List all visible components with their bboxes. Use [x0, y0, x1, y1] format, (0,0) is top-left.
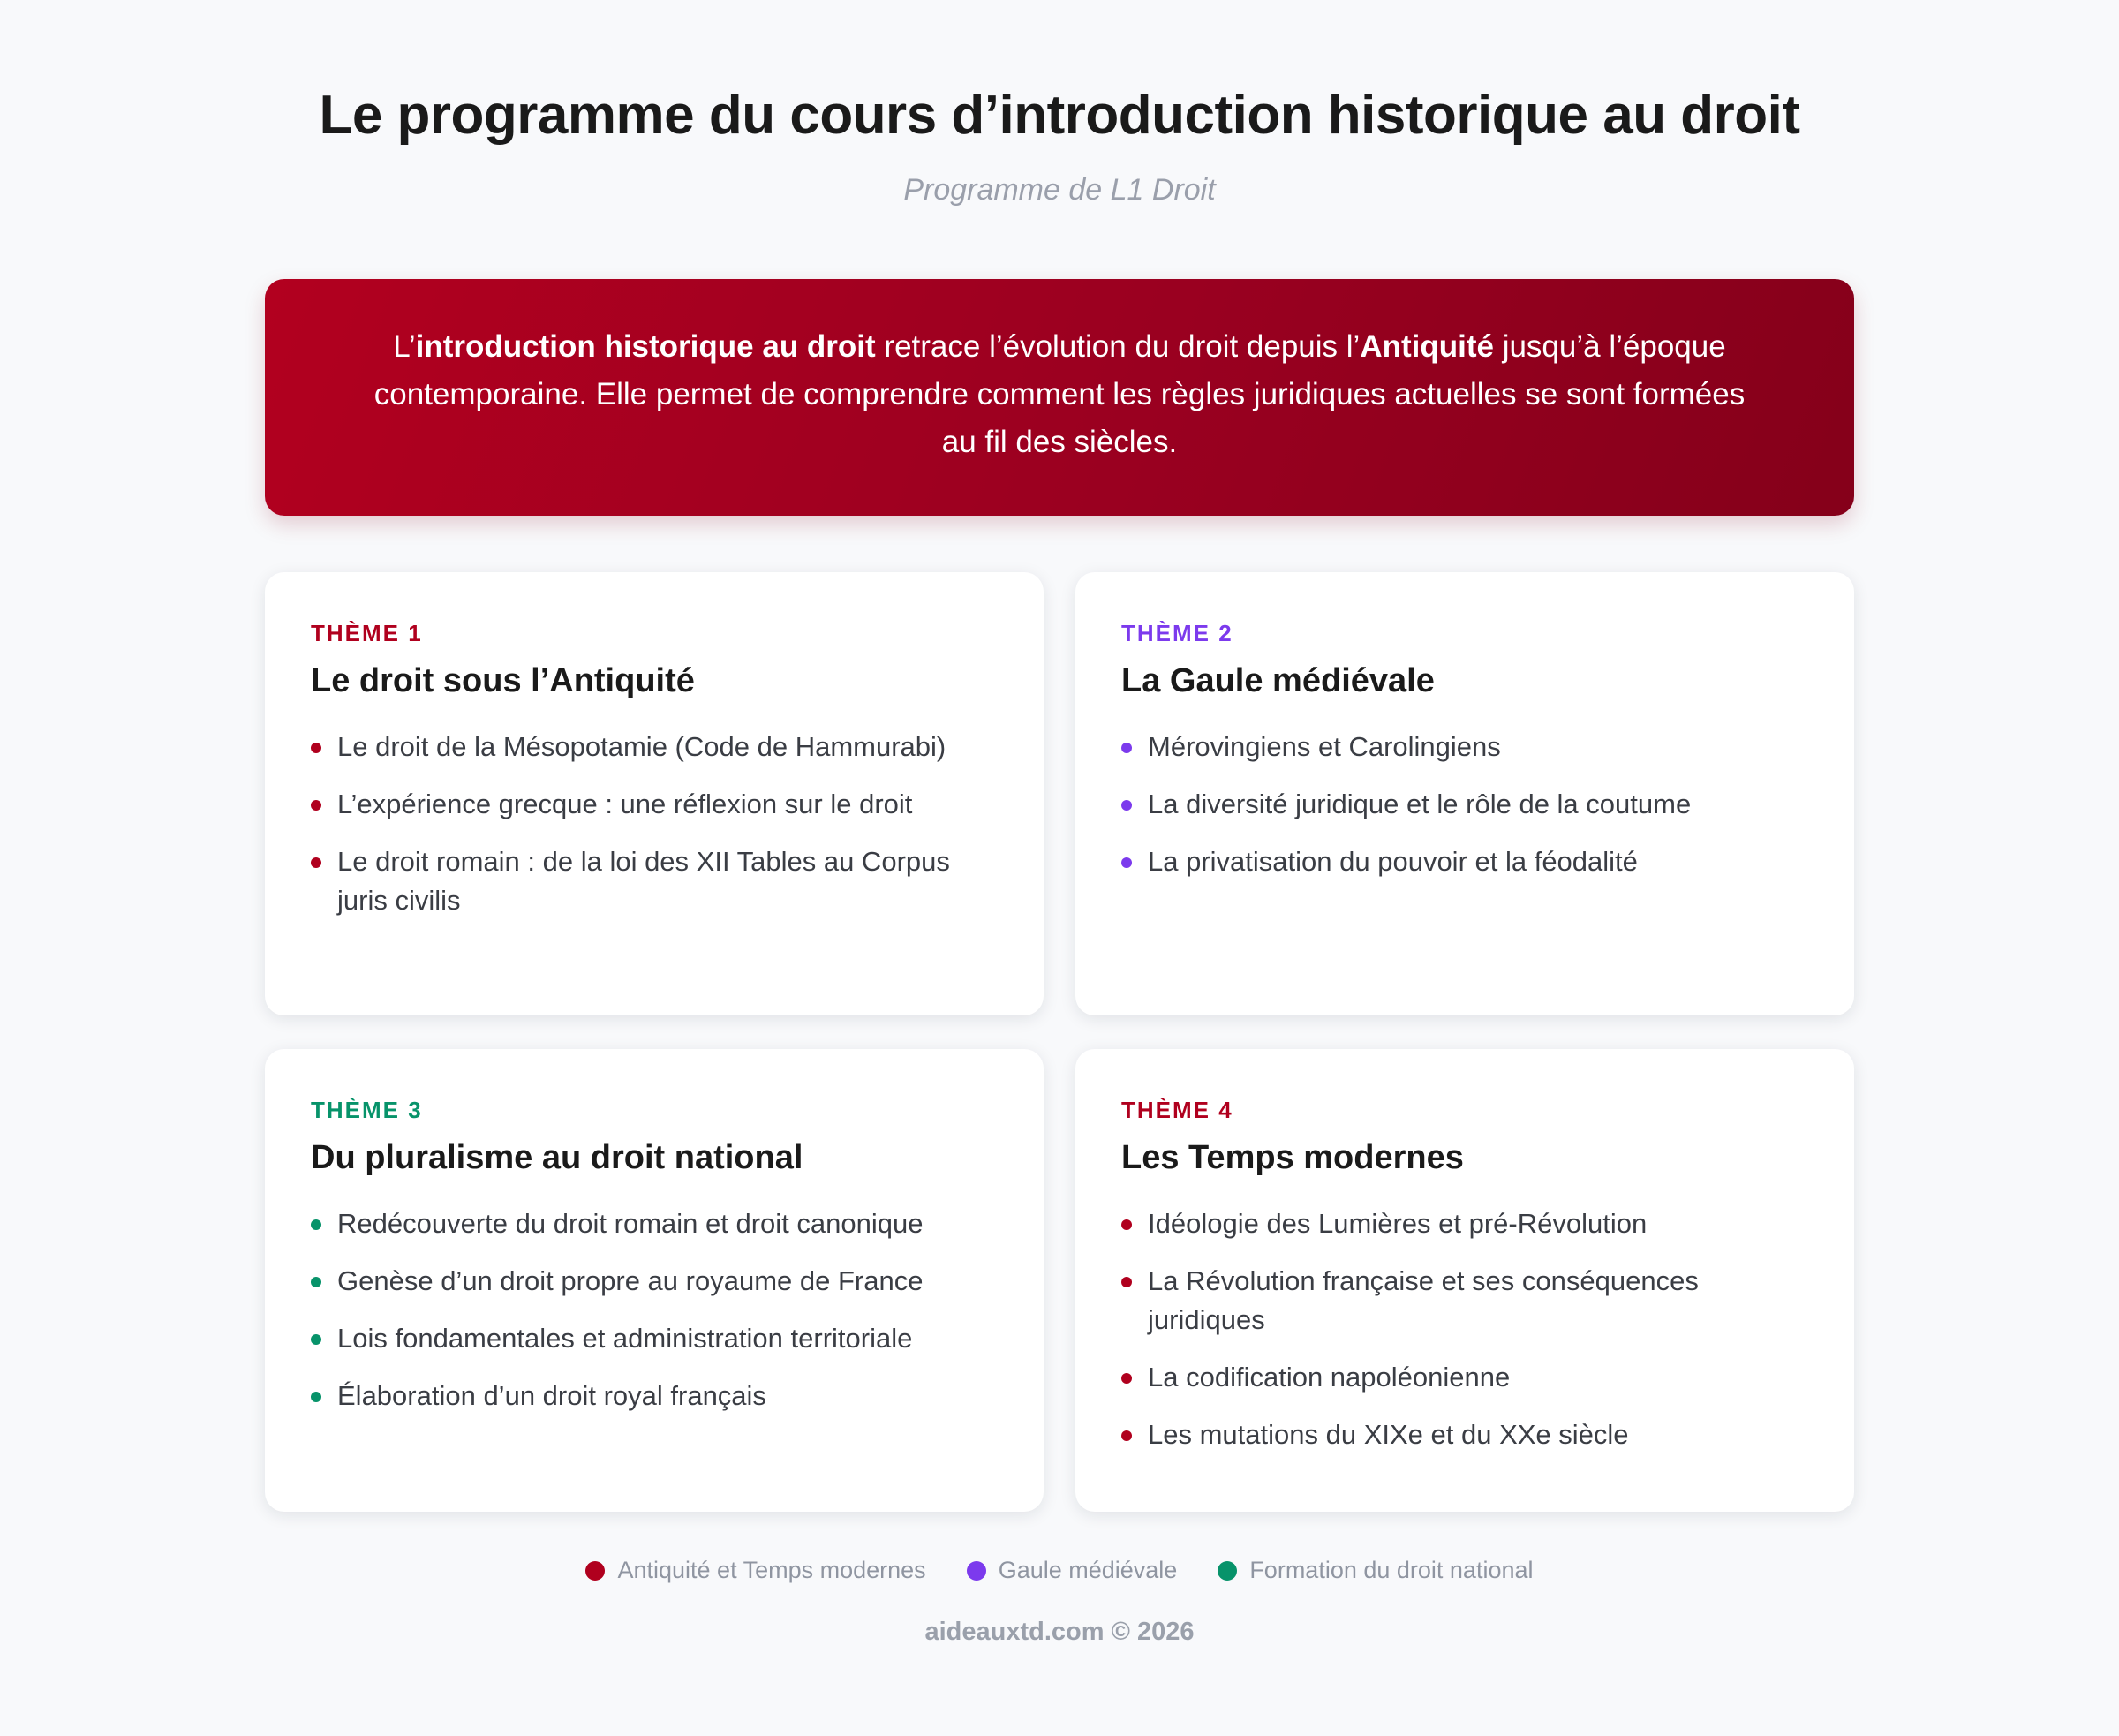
legend-label: Gaule médiévale [998, 1557, 1178, 1583]
legend-dot-icon [967, 1561, 986, 1581]
theme-item-list [311, 1204, 998, 1415]
theme-item [1121, 1262, 1808, 1340]
theme-item [311, 1262, 998, 1301]
theme-item [1121, 1204, 1808, 1243]
theme-item-text: Idéologie des Lumières et pré-Révolution [1148, 1208, 1648, 1239]
bullet-dot-icon [311, 743, 321, 753]
theme-item-text: La diversité juridique et le rôle de la coutume [1148, 789, 1692, 819]
footer-credit: aideauxtd.com © 2026 [924, 1618, 1195, 1646]
color-legend [0, 1557, 2119, 1584]
theme-title: Du pluralisme au droit national [311, 1139, 803, 1176]
theme-item [311, 785, 998, 824]
bullet-dot-icon [311, 1392, 321, 1402]
intro-banner [265, 279, 1854, 516]
bullet-dot-icon [311, 1277, 321, 1287]
bullet-dot-icon [1121, 1430, 1132, 1441]
intro-bold-1: introduction historique au droit [415, 329, 876, 364]
theme-item-text: La codification napoléonienne [1148, 1362, 1511, 1393]
theme-item [311, 1204, 998, 1243]
legend-dot-icon [1218, 1561, 1237, 1581]
theme-item-list [1121, 728, 1808, 881]
legend-item [1218, 1557, 1533, 1584]
bullet-dot-icon [1121, 857, 1132, 868]
bullet-dot-icon [311, 800, 321, 811]
theme-item-list [311, 728, 998, 920]
theme-item-text: Mérovingiens et Carolingiens [1148, 731, 1501, 762]
theme-card-2 [1075, 572, 1854, 1015]
theme-item-list [1121, 1204, 1808, 1454]
bullet-dot-icon [1121, 1373, 1132, 1384]
bullet-dot-icon [1121, 1277, 1132, 1287]
theme-item-text: Lois fondamentales et administration territoriale [337, 1323, 913, 1354]
theme-item [1121, 785, 1808, 824]
theme-title: Le droit sous l’Antiquité [311, 662, 695, 699]
intro-text-2: retrace l’évolution du droit depuis l’ [875, 329, 1361, 364]
theme-tag: THÈME 2 [1121, 620, 1233, 646]
theme-item [1121, 1415, 1808, 1454]
theme-item-text: Le droit de la Mésopotamie (Code de Hammurabi) [337, 731, 946, 762]
page-title: Le programme du cours d’introduction historique au droit [319, 85, 1800, 146]
legend-item [967, 1557, 1178, 1584]
theme-item [1121, 728, 1808, 766]
legend-dot-icon [585, 1561, 605, 1581]
theme-item [1121, 1358, 1808, 1397]
theme-card-4 [1075, 1049, 1854, 1512]
theme-title: La Gaule médiévale [1121, 662, 1435, 699]
bullet-dot-icon [311, 1334, 321, 1345]
intro-bold-2: Antiquité [1360, 329, 1494, 364]
theme-item-text: Genèse d’un droit propre au royaume de France [337, 1265, 924, 1296]
theme-item [311, 1319, 998, 1358]
intro-text-1: L’ [393, 329, 416, 364]
legend-label: Antiquité et Temps modernes [617, 1557, 926, 1583]
bullet-dot-icon [311, 1219, 321, 1230]
theme-item-text: La Révolution française et ses conséquences juridiques [1148, 1265, 1699, 1335]
bullet-dot-icon [311, 857, 321, 868]
theme-item-text: L’expérience grecque : une réflexion sur le droit [337, 789, 913, 819]
theme-tag: THÈME 3 [311, 1097, 423, 1123]
theme-item [311, 728, 998, 766]
theme-item [1121, 842, 1808, 881]
page-subtitle: Programme de L1 Droit [903, 173, 1216, 207]
theme-item-text: Les mutations du XIXe et du XXe siècle [1148, 1419, 1629, 1450]
bullet-dot-icon [1121, 1219, 1132, 1230]
theme-item-text: Élaboration d’un droit royal français [337, 1380, 766, 1411]
theme-item [311, 1377, 998, 1415]
theme-title: Les Temps modernes [1121, 1139, 1464, 1176]
theme-tag: THÈME 4 [1121, 1097, 1233, 1123]
theme-item-text: Redécouverte du droit romain et droit canonique [337, 1208, 924, 1239]
theme-item [311, 842, 998, 920]
legend-item [585, 1557, 925, 1584]
theme-card-3 [265, 1049, 1044, 1512]
legend-label: Formation du droit national [1249, 1557, 1534, 1583]
bullet-dot-icon [1121, 800, 1132, 811]
theme-tag: THÈME 1 [311, 620, 423, 646]
bullet-dot-icon [1121, 743, 1132, 753]
theme-card-1 [265, 572, 1044, 1015]
theme-item-text: Le droit romain : de la loi des XII Tables au Corpus juris civilis [337, 846, 950, 916]
theme-item-text: La privatisation du pouvoir et la féodalité [1148, 846, 1638, 877]
intro-text-3: jusqu’à l’époque contemporaine. Elle permet de comprendre comment les règles juridiques actuelles se sont formées au fil des siècles. [373, 329, 1746, 459]
